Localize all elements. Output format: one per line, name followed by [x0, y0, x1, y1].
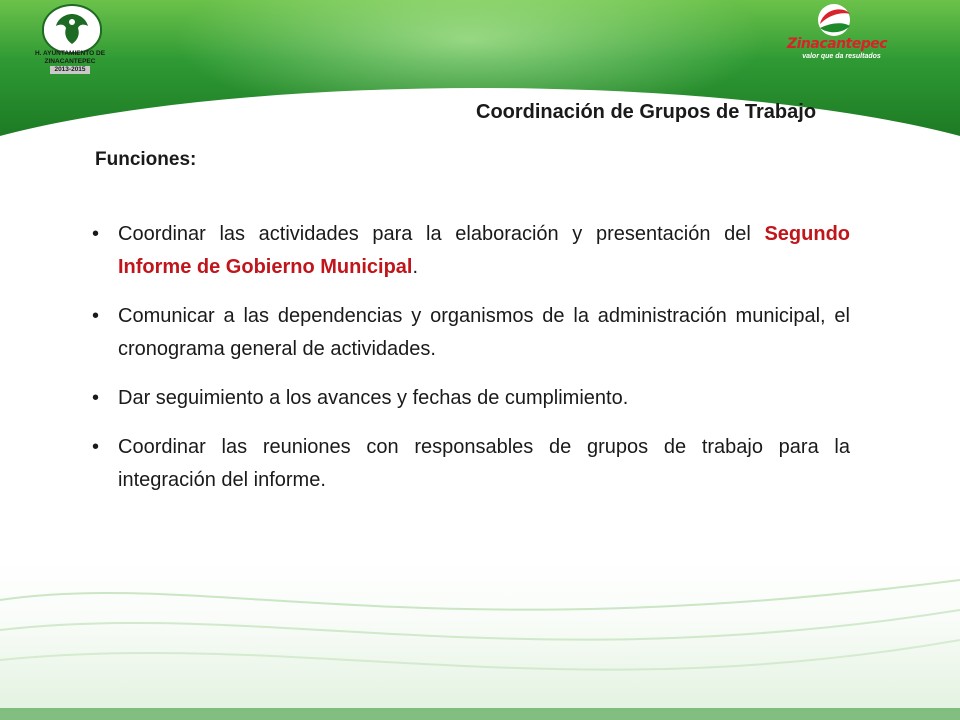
list-item-text: Comunicar a las dependencias y organismos de la administración municipal, el cronograma general de actividades.	[118, 305, 850, 360]
list-item-text: Coordinar las actividades para la elaboración y presentación del	[118, 223, 765, 245]
bullet-icon: •	[92, 223, 100, 245]
list-item	[92, 382, 850, 415]
list-item-text: Coordinar las reuniones con responsables de grupos de trabajo para la integración del informe.	[118, 436, 850, 491]
list-item-text-end: .	[412, 256, 419, 278]
bullet-icon: •	[92, 387, 100, 409]
list-item	[92, 218, 850, 284]
crest-line-2: ZINACANTEPEC	[44, 57, 96, 65]
list-item	[92, 300, 850, 366]
list-item-text: Dar seguimiento a los avances y fechas de cumplimiento.	[118, 387, 629, 409]
brand-slogan: valor que da resultados	[802, 53, 881, 60]
municipal-crest-logo	[22, 4, 118, 84]
crest-years: 2013-2015	[50, 66, 89, 74]
section-heading: Funciones:	[95, 149, 197, 170]
slide-title: Coordinación de Grupos de Trabajo	[476, 101, 817, 123]
bullet-icon: •	[92, 305, 100, 327]
decorative-waves	[0, 560, 960, 720]
brand-name: Zinacantepec	[786, 36, 888, 52]
brand-emblem-icon	[774, 0, 894, 40]
crest-caption	[24, 50, 116, 74]
highlighted-text: Segundo Informe de Gobierno Municipal	[118, 223, 850, 278]
crest-line-1: H. AYUNTAMIENTO DE	[34, 50, 106, 57]
municipal-crest-icon	[42, 4, 102, 54]
bullet-icon: •	[92, 436, 100, 458]
zinacantepec-brand-logo	[774, 0, 894, 70]
list-item	[92, 431, 850, 497]
functions-list	[92, 218, 850, 513]
